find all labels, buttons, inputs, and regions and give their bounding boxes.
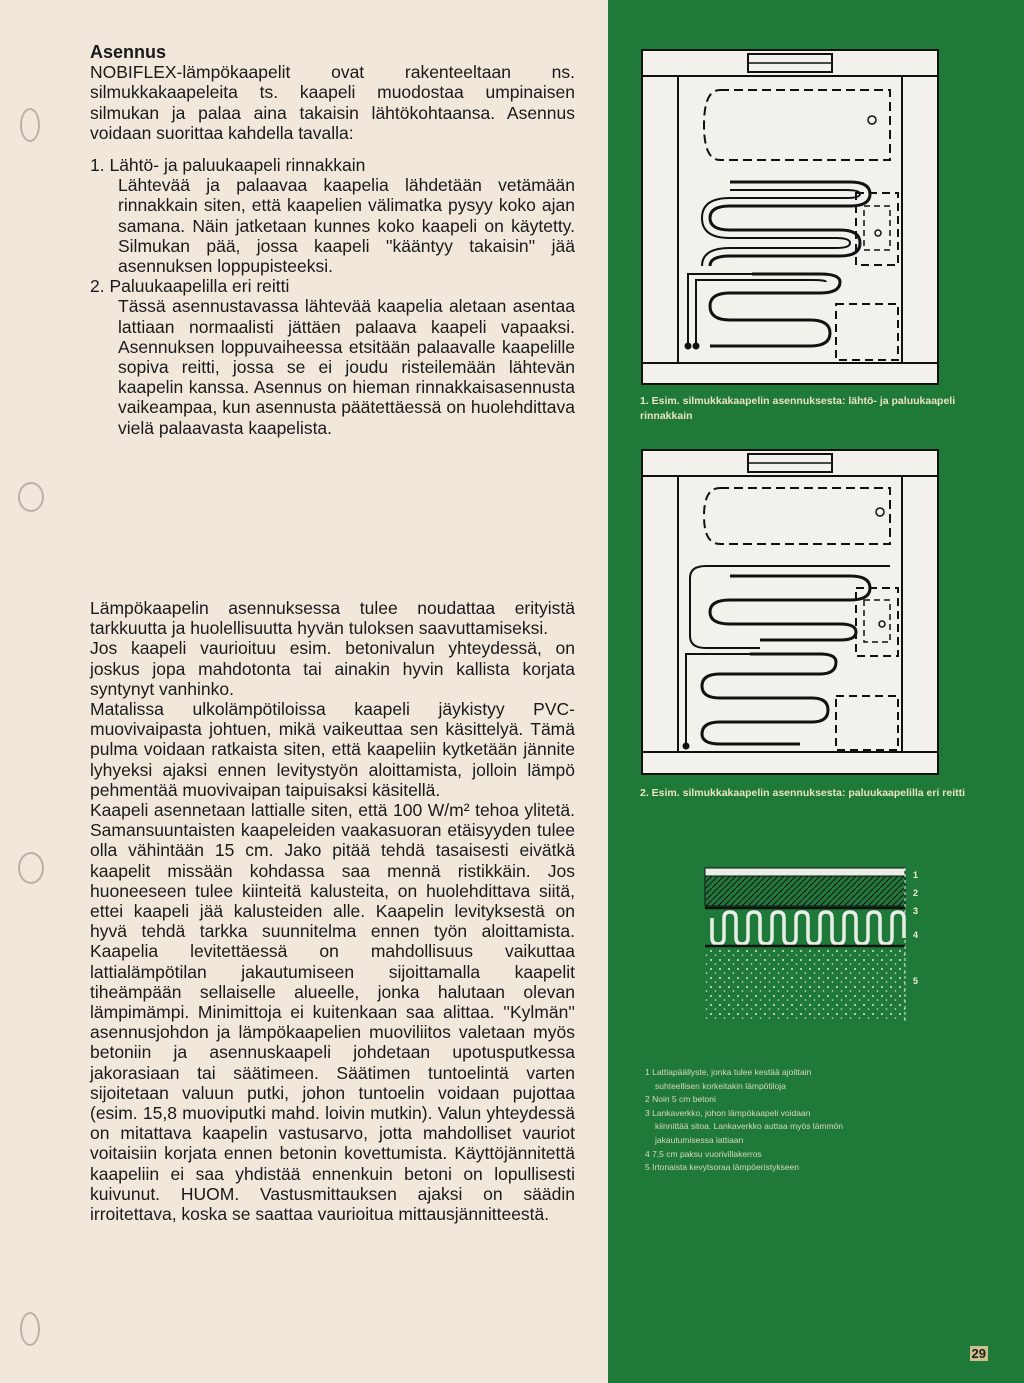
legend-line: 1 Lattiapäällyste, jonka tulee kestää ajoittain xyxy=(645,1067,812,1077)
legend-line: 4 7,5 cm paksu vuorivillakerros xyxy=(645,1148,762,1159)
method-2-title: 2. Paluukaapelilla eri reitti xyxy=(90,276,290,297)
figure-2-caption: 2. Esim. silmukkakaapelin asennuksesta: paluukaapelilla eri reitti xyxy=(640,787,966,799)
legend-line: 5 Irtonaista kevytsoraa lämpöeristykseen xyxy=(645,1162,800,1173)
layer-number: 5 xyxy=(913,976,919,986)
legend-line: 3 Lankaverkko, johon lämpökaapeli voidaan xyxy=(645,1107,811,1118)
cross-section-legend xyxy=(645,1066,945,1175)
section-heading: Asennus xyxy=(90,42,167,62)
guidelines-section xyxy=(90,598,575,1224)
binder-hole-top xyxy=(20,108,40,142)
binder-hole-bottom xyxy=(20,1312,40,1346)
method-1-text: Lähtevää ja palaavaa kaapelia lähdetään vetämään rinnakkain siten, että kaapelien välimatka pysyy koko ajan samana. Näin jatketaan kunnes koko kaapeli on käytetty. Silmukan pää, jossa kaapeli ''kääntyy takaisin'' jää asennuksen loppupisteeksi. xyxy=(118,175,575,277)
layer-number: 3 xyxy=(913,906,919,916)
binder-hole-lower xyxy=(18,852,44,884)
guideline-paragraph: Matalissa ulkolämpötiloissa kaapeli jäykistyy PVC-muovivaipasta johtuen, mikä vaikeuttaa sen käsittelyä. Tämä pulma voidaan ratkaista siten, että kaapeliin kytketään jännite lyhyeksi ajaksi ennen levitystyön aloittamista, jolloin lämpö pehmentää muovivaipan taipuisaksi käsitellä. xyxy=(90,699,575,800)
guideline-paragraph: Jos kaapeli vaurioituu esim. betonivalun yhteydessä, on joskus jopa mahdotonta tai ainakin hyvin kallista korjata syntynyt vanhinko. xyxy=(90,638,575,699)
guideline-paragraph: Kaapeli asennetaan lattialle siten, että 100 W/m² tehoa ylitetä. Samansuuntaisten kaapeleiden vaakasuoran etäisyyden tulee olla vähintään 15 cm. Jako pitää tehdä tasaisesti eivätkä kaapelit missään kohdassa saa mennä ristikkäin. Jos huoneeseen tulee kiinteitä kalusteita, on huolehdittava siitä, ettei kaapeli jää kalusteiden alle. Kaapelin levityksestä on hyvä tehdä tarkka suunnitelma ennen työn aloittamista. Kaapelia levitettäessä on mahdollisuus vaikuttaa lattialämpötilan jakautumiseen sijoittamalla kaapelit tiheämpään sellaiselle alueelle, jonka halutaan olevan lämpimämpi. Minimittoja ei kuitenkaan saa alittaa. ''Kylmän'' asennusjohdon ja lämpökaapelien muoviliitos valetaan myös betoniin ja asennuskaapeli johdetaan upotusputkessa jakorasiaan tai säätimeen. Säätimen tuntoelintä varten sijoitetaan valuun putki, johon tuntoelin voidaan pujottaa (esim. 15,8 muoviputki mahd. loivin mutkin). Valun yhteydessä on mitattava kaapelin vastusarvo, jotta mahdolliset vauriot voitaisiin korjata ennen betonin kovettumista. Käyttöjännitettä kaapeliin ei saa yhdistää ennenkuin betoni on lopullisesti kuivunut. HUOM. Vastusmittauksen ajaksi on säädin irroitettava, koska se saattaa vaurioitua mittausjännitteestä. xyxy=(90,800,575,1225)
layer-number: 4 xyxy=(913,930,919,940)
layer-number: 1 xyxy=(913,870,919,880)
legend-line: jakautumisessa lattiaan xyxy=(655,1134,744,1145)
page-number: 29 xyxy=(971,1346,986,1361)
floor-plan-diagram-2 xyxy=(640,448,940,778)
layer-number: 2 xyxy=(913,888,919,898)
legend-line: 2 Noin 5 cm betoni xyxy=(645,1094,716,1105)
intro-paragraph: NOBIFLEX-lämpökaapelit ovat rakenteeltaan ns. silmukkakaapeleita ts. kaapeli muodostaa umpinaisen silmukan ja palaa aina takaisin lähtökohtaansa. Asennus voidaan suorittaa kahdella tavalla: xyxy=(90,62,575,143)
installation-section xyxy=(90,42,575,438)
binder-hole-mid xyxy=(18,482,44,512)
legend-line: suhteellisen korkeitakin lämpötiloja xyxy=(655,1080,786,1091)
method-2-text: Tässä asennustavassa lähtevää kaapelia aletaan asentaa lattiaan normaalisti jättäen palaava kaapeli vapaaksi. Asennuksen loppuvaiheessa etsitään palaavalle kaapelille sopiva reitti, jossa se ei joudu risteilemään lähtevän kaapelin kanssa. Asennus on hieman rinnakkaisasennusta vaikeampaa, kun asennusta päätettäessä on huolehdittava vielä palaavasta kaapelista. xyxy=(118,296,575,438)
floor-plan-diagram-1 xyxy=(640,48,940,388)
method-1-title: 1. Lähtö- ja paluukaapeli rinnakkain xyxy=(90,155,366,176)
legend-line: kiinnittää sitoa. Lankaverkko auttaa myös lämmön xyxy=(655,1121,844,1132)
guideline-paragraph: Lämpökaapelin asennuksessa tulee noudattaa erityistä tarkkuutta ja huolellisuutta hyvän tuloksen saavuttamiseksi. xyxy=(90,598,575,639)
figure-1-caption: 1. Esim. silmukkakaapelin asennuksesta: lähtö- ja paluukaapeli rinnakkain xyxy=(640,395,956,422)
floor-cross-section-diagram xyxy=(700,858,940,1028)
